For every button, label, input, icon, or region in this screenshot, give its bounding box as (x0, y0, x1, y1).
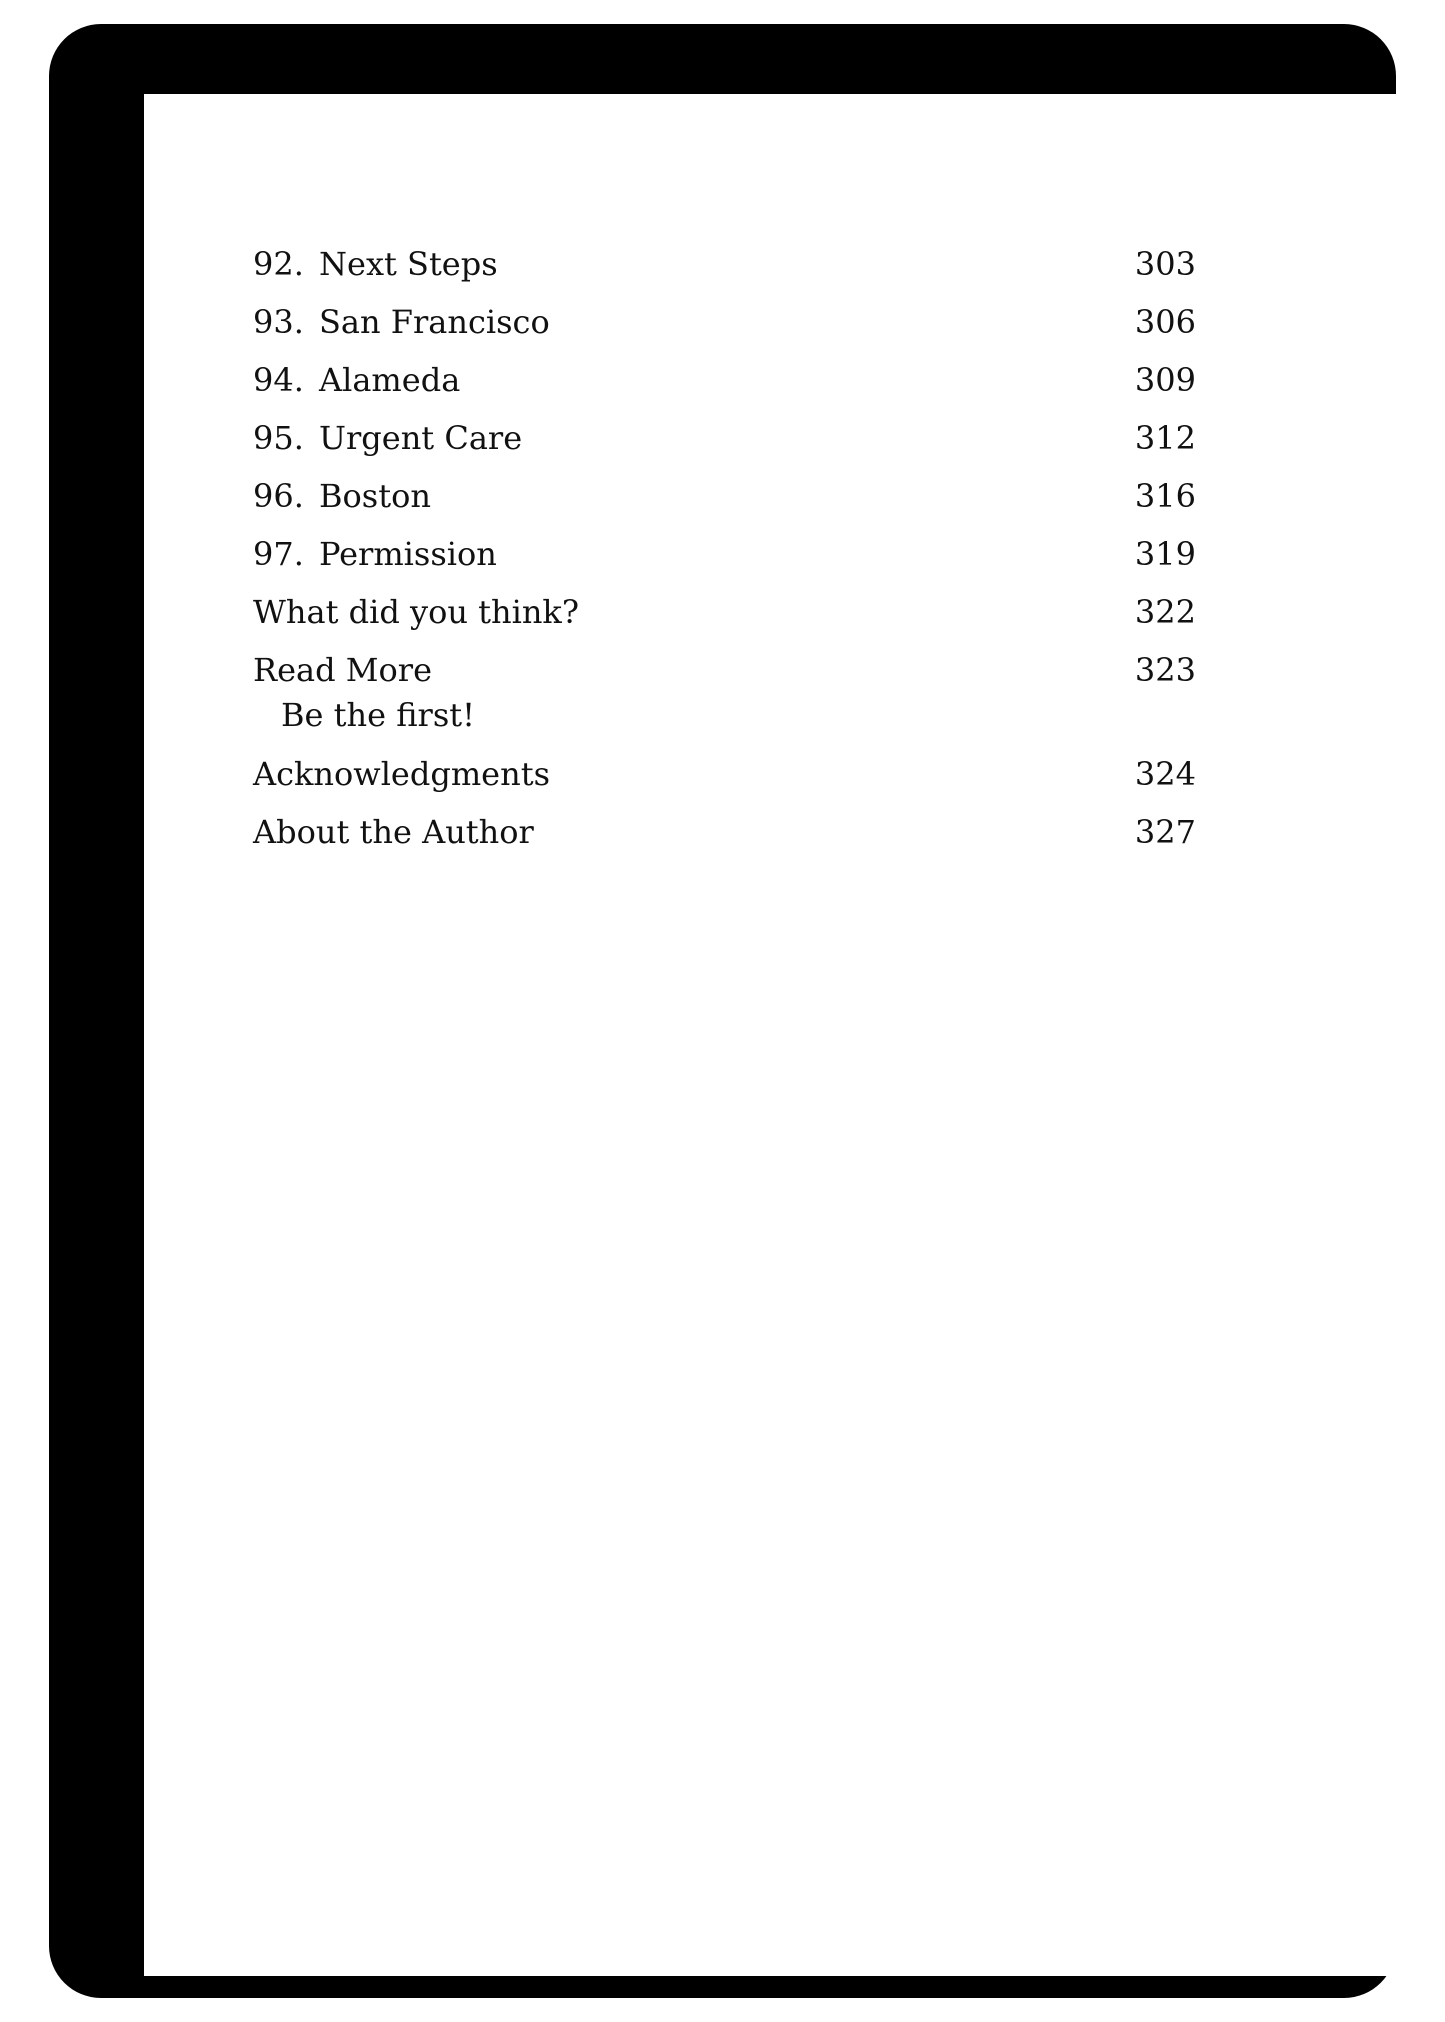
toc-entry-permission[interactable] (253, 530, 1196, 588)
toc-entry-about-the-author[interactable] (253, 808, 1196, 866)
toc-entry-what-did-you-think[interactable] (253, 588, 1196, 646)
chapter-title: San Francisco (319, 303, 550, 341)
toc-entry-boston[interactable] (253, 472, 1196, 530)
page-number: 312 (1134, 419, 1196, 457)
page-number: 316 (1134, 477, 1196, 515)
chapter-number: 94. (253, 361, 304, 399)
entry-title: Acknowledgments (253, 755, 550, 793)
page-number: 322 (1134, 593, 1196, 631)
chapter-title: Boston (319, 477, 431, 515)
chapter-number: 97. (253, 535, 304, 573)
chapter-title: Next Steps (319, 245, 498, 283)
chapter-title: Alameda (319, 361, 461, 399)
page-number: 319 (1134, 535, 1196, 573)
entry-title: Read More (253, 651, 433, 689)
entry-title: What did you think? (253, 593, 579, 631)
entry-title: Be the first! (281, 696, 475, 734)
entry-title: About the Author (253, 813, 534, 851)
chapter-title: Urgent Care (319, 419, 523, 457)
chapter-number: 92. (253, 245, 304, 283)
toc-entry-acknowledgments[interactable] (253, 750, 1196, 808)
page-number: 306 (1134, 303, 1196, 341)
chapter-title: Permission (319, 535, 497, 573)
page-number: 327 (1134, 813, 1196, 851)
page-number: 323 (1134, 651, 1196, 689)
page-number: 309 (1134, 361, 1196, 399)
toc-entry-san-francisco[interactable] (253, 298, 1196, 356)
chapter-number: 96. (253, 477, 304, 515)
toc-entry-urgent-care[interactable] (253, 414, 1196, 472)
toc-entry-next-steps[interactable] (253, 240, 1196, 298)
page-number: 303 (1134, 245, 1196, 283)
chapter-number: 95. (253, 419, 304, 457)
table-of-contents (253, 240, 1196, 866)
toc-subentry-be-the-first[interactable] (253, 692, 1196, 738)
page-number: 324 (1134, 755, 1196, 793)
toc-entry-alameda[interactable] (253, 356, 1196, 414)
chapter-number: 93. (253, 303, 304, 341)
